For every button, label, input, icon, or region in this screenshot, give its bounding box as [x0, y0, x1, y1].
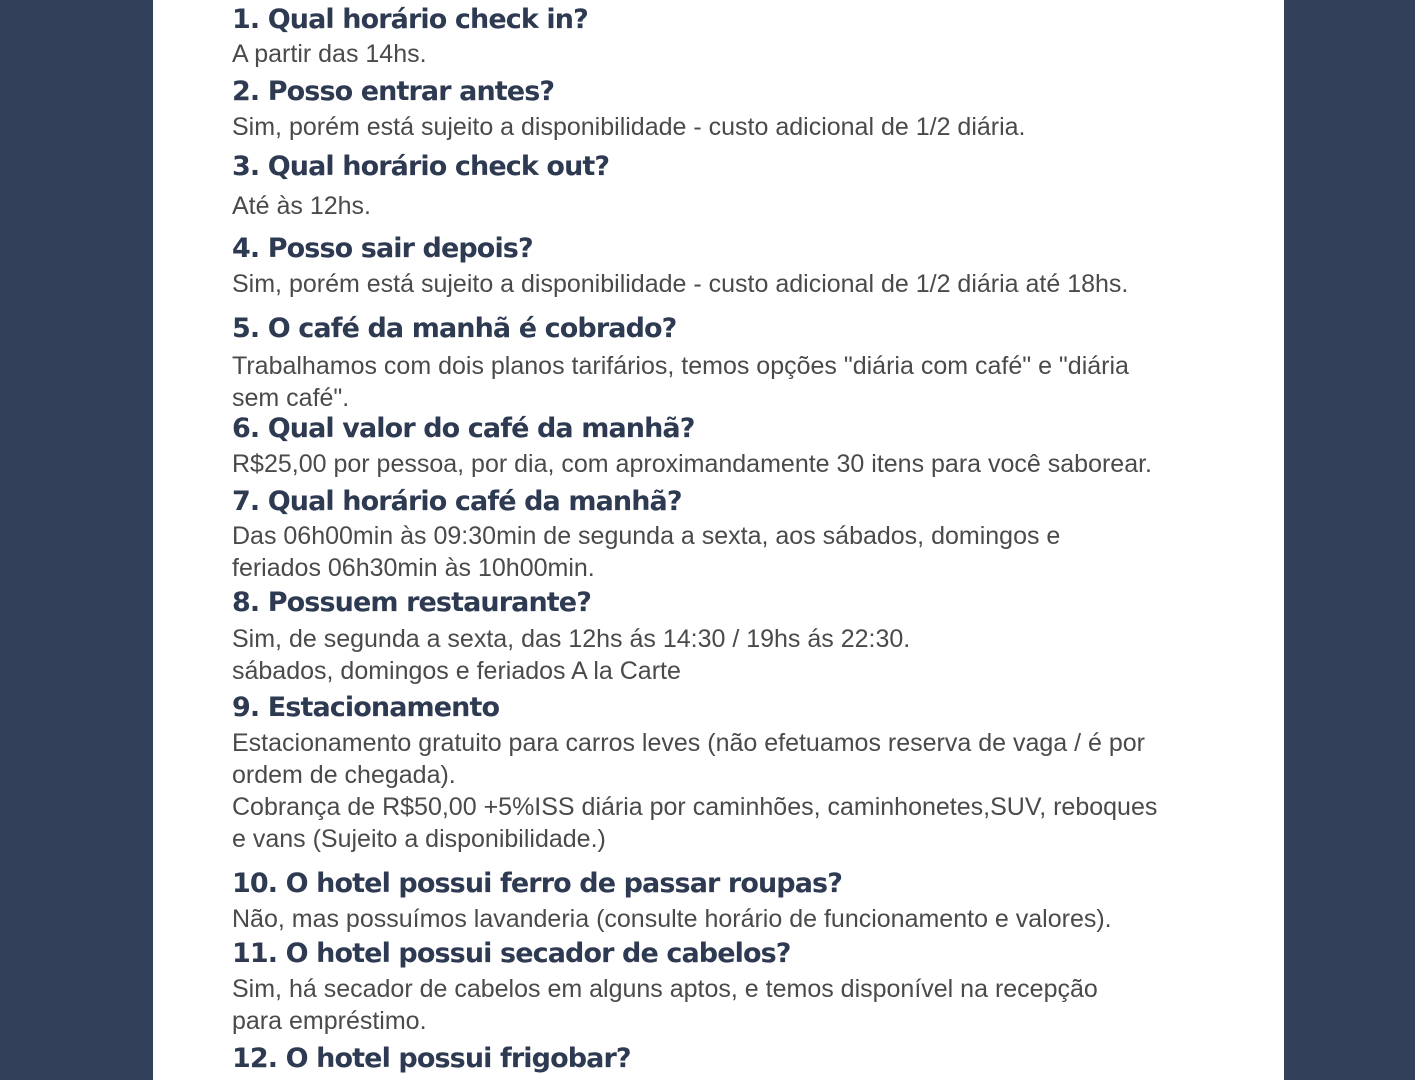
- faq-question: 4. Posso sair depois?: [232, 233, 533, 264]
- faq-answer: A partir das 14hs.: [232, 40, 427, 68]
- faq-answer: e vans (Sujeito a disponibilidade.): [232, 825, 606, 853]
- faq-question: 11. O hotel possui secador de cabelos?: [232, 938, 791, 969]
- faq-question: 6. Qual valor do café da manhã?: [232, 413, 695, 444]
- faq-answer: Sim, de segunda a sexta, das 12hs ás 14:30 / 19hs ás 22:30.: [232, 625, 911, 653]
- faq-answer: ordem de chegada).: [232, 761, 456, 789]
- faq-answer: Trabalhamos com dois planos tarifários, temos opções "diária com café" e "diária: [232, 352, 1129, 380]
- faq-page: [153, 0, 1284, 1080]
- faq-answer: para empréstimo.: [232, 1007, 427, 1035]
- faq-answer: Até às 12hs.: [232, 192, 371, 220]
- faq-answer: Sim, porém está sujeito a disponibilidade - custo adicional de 1/2 diária.: [232, 113, 1026, 141]
- faq-question: 8. Possuem restaurante?: [232, 587, 591, 618]
- faq-answer: Das 06h00min às 09:30min de segunda a sexta, aos sábados, domingos e: [232, 522, 1061, 550]
- faq-question: 2. Posso entrar antes?: [232, 76, 555, 107]
- faq-answer: R$25,00 por pessoa, por dia, com aproximandamente 30 itens para você saborear.: [232, 450, 1152, 478]
- faq-question: 7. Qual horário café da manhã?: [232, 486, 682, 517]
- faq-question: 1. Qual horário check in?: [232, 4, 588, 35]
- faq-answer: Cobrança de R$50,00 +5%ISS diária por caminhões, caminhonetes,SUV, reboques: [232, 793, 1158, 821]
- faq-answer: sem café".: [232, 384, 350, 412]
- faq-question: 3. Qual horário check out?: [232, 151, 610, 182]
- faq-question: 12. O hotel possui frigobar?: [232, 1043, 631, 1074]
- faq-answer: Sim, porém está sujeito a disponibilidade - custo adicional de 1/2 diária até 18hs.: [232, 270, 1129, 298]
- faq-question: 5. O café da manhã é cobrado?: [232, 313, 677, 344]
- faq-answer: Não, mas possuímos lavanderia (consulte horário de funcionamento e valores).: [232, 905, 1112, 933]
- faq-answer: Estacionamento gratuito para carros leves (não efetuamos reserva de vaga / é por: [232, 729, 1146, 757]
- faq-answer: Sim, há secador de cabelos em alguns aptos, e temos disponível na recepção: [232, 975, 1098, 1003]
- faq-answer: sábados, domingos e feriados A la Carte: [232, 657, 681, 685]
- faq-answer: feriados 06h30min às 10h00min.: [232, 554, 595, 582]
- faq-question: 10. O hotel possui ferro de passar roupas?: [232, 868, 842, 899]
- faq-question: 9. Estacionamento: [232, 692, 500, 723]
